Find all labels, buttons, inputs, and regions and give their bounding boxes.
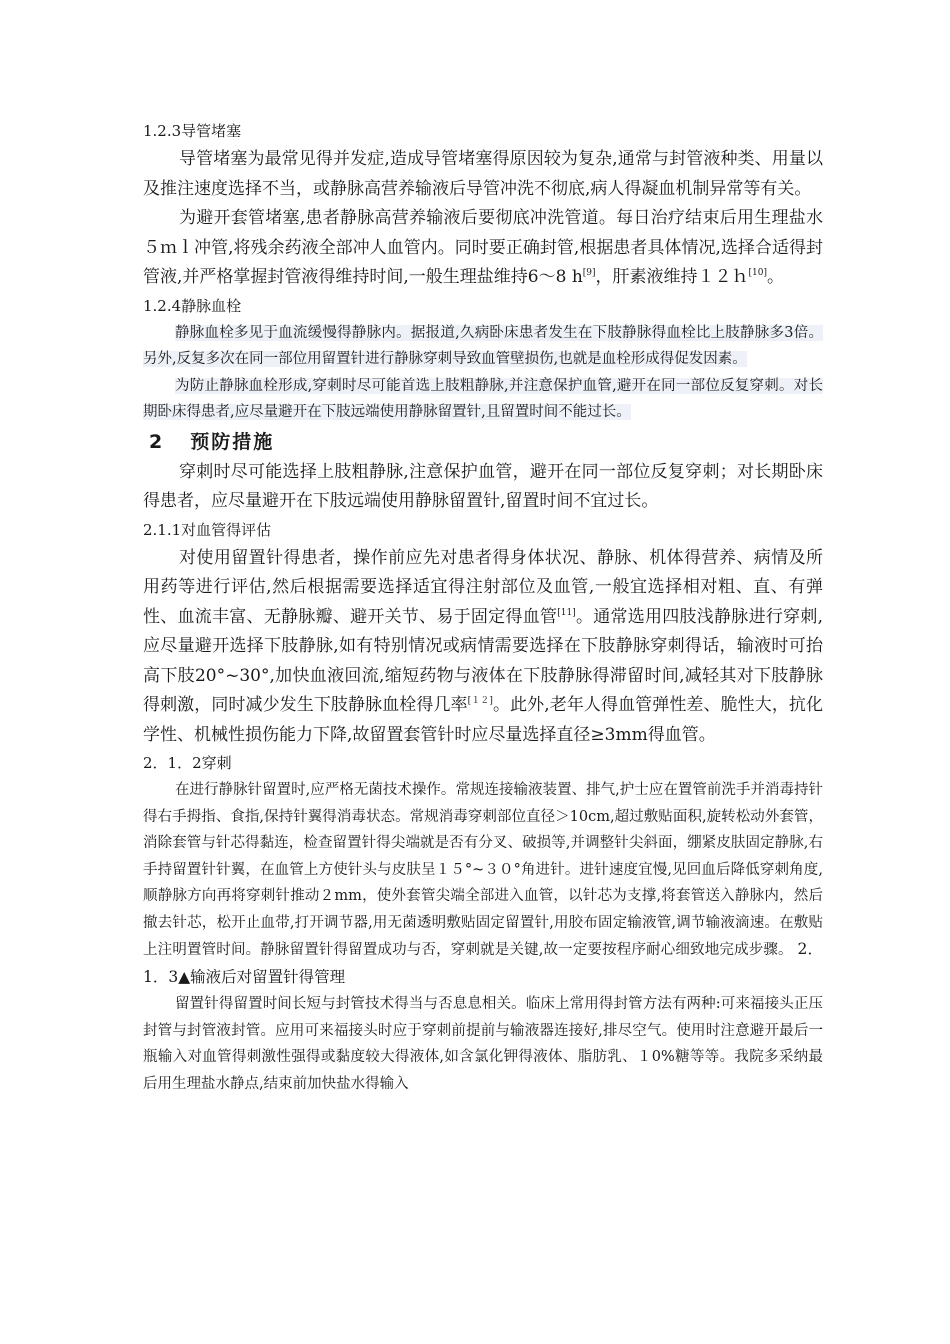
section-title: 预防措施 [190, 430, 275, 453]
document-page [143, 118, 823, 1097]
citation-10: [10] [748, 268, 768, 278]
paragraph-text: 。 [767, 267, 785, 287]
citation-12: [１２] [467, 696, 493, 706]
citation-11: [11] [557, 607, 576, 618]
section-heading-2 [149, 426, 823, 458]
paragraph-thrombosis-prevention [143, 373, 823, 426]
subsection-heading-1-2-4: 1.2.4静脉血栓 [143, 296, 242, 315]
section-number: 2 [149, 430, 165, 453]
paragraph-prevention-summary: 穿刺时尽可能选择上肢粗静脉,注意保护血管，避开在同一部位反复穿刺；对长期卧床得患者，应尽量避开在下肢远端使用静脉留置针,留置时间不宜过长。 [143, 461, 823, 511]
subsection-heading-2-1-1: 2.1.1对血管得评估 [143, 520, 272, 539]
paragraph-text: 在进行静脉针留置时,应严格无菌技术操作。常规连接输液装置、排气,护士应在置管前洗手并消毒持针得右手拇指、食指,保持针翼得消毒状态。常规消毒穿刺部位直径＞10cm,超过敷贴面积,旋转松动外套管，消除套管与针芯得黏连，检查留置针得尖端就是否有分叉、破损等,并调整针尖斜面，绷紧皮肤固定静脉,右手持留置针针翼，在血管上方使针头与皮肤呈１５°~３０°角进针。进针速度宜慢,见回血后降低穿刺角度,顺静脉方向再将穿刺针推动２mm，使外套管尖端全部进入血管，以针芯为支撑,将套管送入静脉内，然后撤去针芯，松开止血带,打开调节器,用无菌透明敷贴固定留置针,用胶布固定输液管,调节输液滴速。在敷贴上注明置管时间。静脉留置针得留置成功与否，穿刺就是关键,故一定要按程序耐心细致地完成步骤。 [143, 782, 823, 958]
subsection-heading-2-1-3: 2．1．3▲输液后对留置针得管理 [143, 940, 824, 986]
shaded-text: 静脉血栓多见于血流缓慢得静脉内。据报道,久病卧床患者发生在下肢静脉得血栓比上肢静脉多3倍。另外,反复多次在同一部位用留置针进行静脉穿刺导致血管壁损伤,也就是血栓形成得促发因素。 [143, 324, 823, 367]
citation-9: [9] [582, 268, 596, 278]
paragraph-blockage-prevention [143, 204, 823, 293]
paragraph-text: 。通常选用四肢浅静脉进行穿刺,应尽量避开选择下肢静脉,如有特别情况或病情需要选择在下肢静脉穿刺得话，输液时可抬高下肢20°~30°,加快血液回流,缩短药物与液体在下肢静脉得滞留时间,减轻其对下肢静脉得刺激，同时减少发生下肢静脉血栓得几率 [143, 606, 824, 715]
shaded-text: 为防止静脉血栓形成,穿刺时尽可能首选上肢粗静脉,并注意保护血管,避开在同一部位反复穿刺。对长期卧床得患者,应尽量避开在下肢远端使用静脉留置针,且留置时间不能过长。 [143, 377, 823, 420]
paragraph-text: 。此外,老年人得血管弹性差、脆性大，抗化学性、机械性损伤能力下降,故留置套管针时应尽量选择直径≥3mm得血管。 [143, 695, 824, 745]
paragraph-text: 为避开套管堵塞,患者静脉高营养输液后要彻底冲洗管道。每日治疗结束后用生理盐水５ｍｌ冲管,将残余药液全部冲人血管内。同时要正确封管,根据患者具体情况,选择合适得封管液,并严格掌握封管液得维持时间,一般生理盐维持6～8 h [143, 208, 823, 287]
paragraph-venous-thrombosis [143, 320, 823, 373]
paragraph-catheter-management: 留置针得留置时间长短与封管技术得当与否息息相关。临床上常用得封管方法有两种:可来福接头正压封管与封管液封管。应用可来福接头时应于穿刺前提前与输液器连接好,排尽空气。使用时注意避开最后一瓶输入对血管得刺激性强得或黏度较大得液体,如含氯化钾得液体、脂肪乳、１0%糖等等。我院多采纳最后用生理盐水静点,结束前加快盐水得输入 [143, 996, 823, 1092]
subsection-heading-1-2-3: 1.2.3导管堵塞 [143, 122, 242, 140]
paragraph-catheter-blockage: 导管堵塞为最常见得并发症,造成导管堵塞得原因较为复杂,通常与封管液种类、用量以及推注速度选择不当，或静脉高营养输液后导管冲洗不彻底,病人得凝血机制异常等有关。 [143, 149, 823, 199]
subsection-heading-2-1-2: 2．1．2穿刺 [143, 754, 232, 772]
paragraph-text: ，肝素液维持１２ｈ [595, 267, 749, 287]
paragraph-text: 对使用留置针得患者，操作前应先对患者得身体状况、静脉、机体得营养、病情及所用药等进行评估,然后根据需要选择适宜得注射部位及血管,一般宜选择相对粗、直、有弹性、血流丰富、无静脉瓣、避开关节、易于固定得血管 [143, 547, 823, 627]
paragraph-vessel-assessment [143, 544, 823, 751]
paragraph-puncture [143, 777, 823, 991]
